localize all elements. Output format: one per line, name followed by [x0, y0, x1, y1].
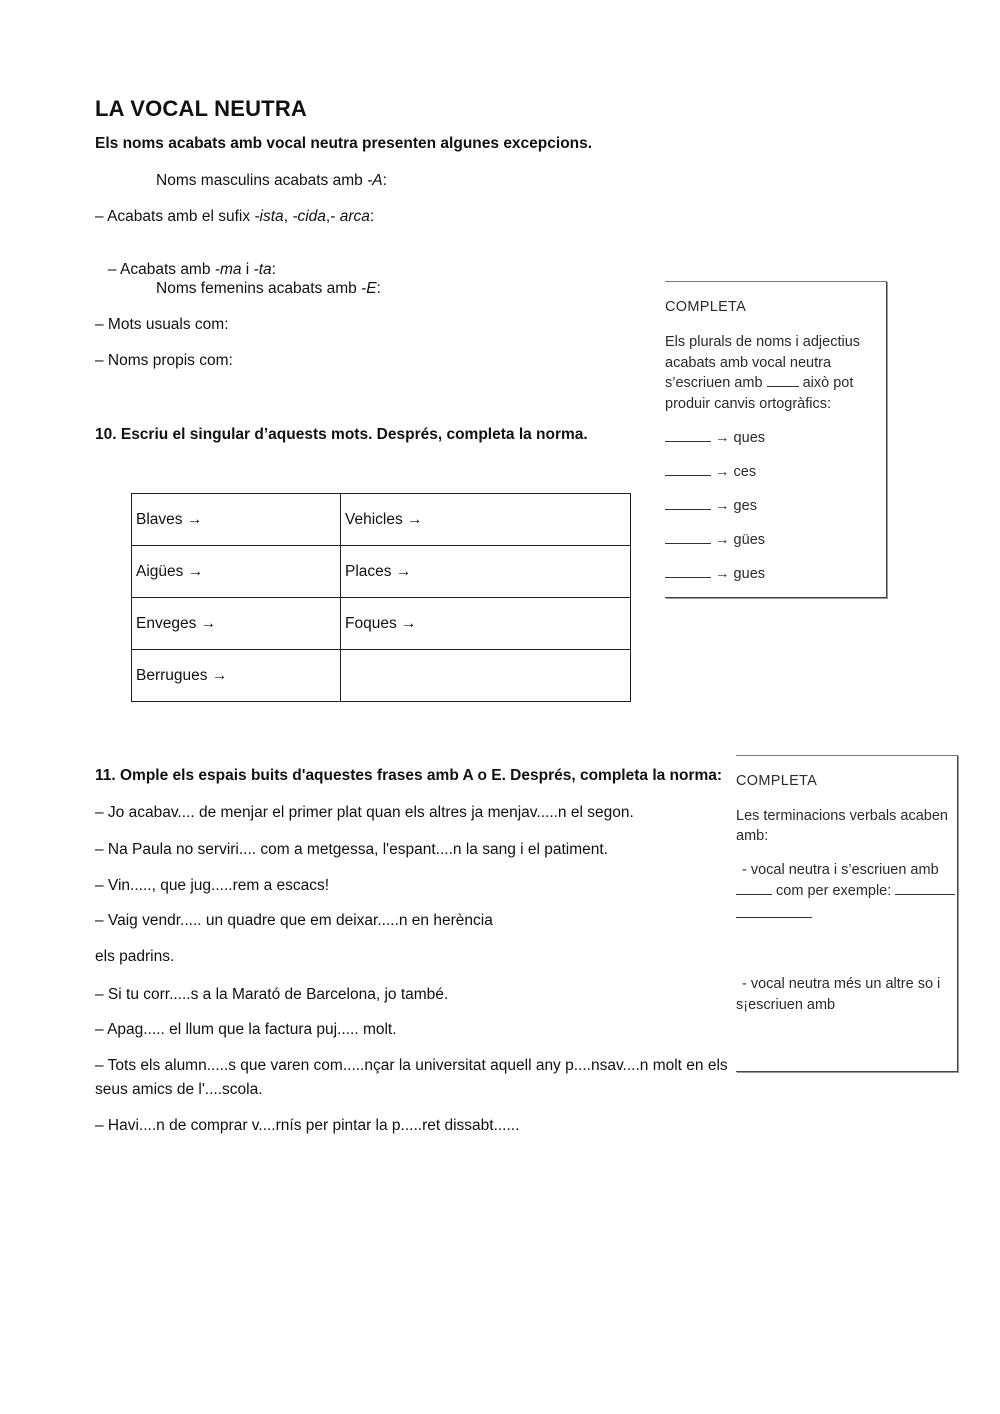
suffix-sep-2: ,-	[325, 208, 340, 225]
suffix-ista: -ista	[254, 208, 284, 225]
masc-letter: -A	[367, 172, 383, 189]
sentence-line: els padrins.	[95, 948, 175, 965]
fem-letter: -E	[361, 280, 377, 297]
blank-row	[736, 906, 812, 922]
ending-label: → gues	[715, 566, 766, 582]
completa-box-heading: COMPLETA	[665, 299, 747, 315]
ending-label: → ces	[715, 464, 757, 480]
ending-label: → ques	[715, 430, 766, 446]
sentence-line: – Vin....., que jug.....rem a escacs!	[95, 877, 330, 894]
mata-and: i	[241, 261, 254, 278]
ending-row	[665, 532, 765, 548]
blank-line	[895, 894, 955, 895]
ending-label: → ges	[715, 498, 757, 514]
ma-ta-line	[95, 243, 276, 279]
table-cell: Aigües →	[132, 546, 341, 598]
completa-box-text	[736, 883, 955, 899]
page-subtitle: Els noms acabats amb vocal neutra presenten algunes excepcions.	[95, 135, 593, 152]
blank-line	[665, 441, 711, 442]
completa-box-text: Els plurals de noms i adjectius	[665, 334, 861, 350]
noms-propis-line: – Noms propis com:	[95, 352, 233, 369]
blank-line	[665, 543, 711, 544]
masc-label: Noms masculins acabats amb	[156, 172, 368, 189]
blank-line	[665, 475, 711, 476]
mots-usuals-line: – Mots usuals com:	[95, 316, 229, 333]
fem-nouns-line	[156, 280, 381, 298]
sentence-line: – Vaig vendr..... un quadre que em deixar.....n en herència	[95, 912, 493, 929]
table-cell: Places →	[341, 546, 631, 598]
completa-box-text: Les terminacions verbals acaben	[736, 808, 948, 824]
completa-box-text-part: com per exemple:	[776, 883, 892, 899]
sentence-line: – Si tu corr.....s a la Marató de Barcelona, jo també.	[95, 986, 449, 1003]
masc-colon: :	[382, 172, 387, 189]
sentence-line: – Apag..... el llum que la factura puj..... molt.	[95, 1021, 397, 1038]
table-cell: Foques →	[341, 598, 631, 650]
completa-box-plurals	[665, 281, 887, 598]
completa-box-text	[665, 375, 853, 391]
fem-label: Noms femenins acabats amb	[156, 280, 362, 297]
table-cell: Berrugues →	[132, 650, 341, 702]
blank-line	[665, 577, 711, 578]
completa-box-text: acabats amb vocal neutra	[665, 355, 832, 371]
completa-box-text: - vocal neutra i s’escriuen amb	[742, 862, 939, 878]
suffix-a: – Acabats amb el sufix	[95, 208, 255, 225]
masc-nouns-line	[156, 172, 387, 190]
suffix-line	[95, 208, 374, 226]
completa-box-text: amb:	[736, 828, 769, 844]
completa-box-text: - vocal neutra més un altre so i	[742, 976, 941, 992]
suffix-arca: arca	[339, 208, 370, 225]
suffix-sep-1: ,	[283, 208, 293, 225]
mata-colon: :	[271, 261, 276, 278]
singular-table	[131, 493, 631, 702]
table-cell: Blaves →	[132, 494, 341, 546]
ending-row	[665, 566, 765, 582]
sentence-line: – Havi....n de comprar v....rnís per pintar la p.....ret dissabt......	[95, 1117, 520, 1134]
table-cell	[341, 650, 631, 702]
blank-line	[767, 386, 799, 387]
mata-ma: -ma	[214, 261, 242, 278]
exercise-10-heading: 10. Escriu el singular d’aquests mots. Després, completa la norma.	[95, 426, 588, 443]
exercise-11-heading: 11. Omple els espais buits d'aquestes frases amb A o E. Després, completa la norma:	[95, 767, 723, 784]
blank-line	[665, 509, 711, 510]
table-cell: Enveges →	[132, 598, 341, 650]
sentence-line: seus amics de l'....scola.	[95, 1081, 263, 1098]
sentence-line: – Tots els alumn.....s que varen com.....nçar la universitat aquell any p....nsav....n molt en els	[95, 1057, 728, 1074]
mata-a: – Acabats amb	[103, 261, 215, 278]
fem-colon: :	[376, 280, 381, 297]
completa-box-text-part: això pot	[798, 375, 854, 391]
sentence-line: – Na Paula no serviri.... com a metgessa, l'espant....n la sang i el patiment.	[95, 841, 608, 858]
ending-row	[665, 498, 757, 514]
completa-box-text: s¡escriuen amb	[736, 997, 836, 1013]
completa-box-text: produir canvis ortogràfics:	[665, 396, 832, 412]
table-row	[132, 598, 631, 650]
blank-line	[736, 894, 772, 895]
sentence-line: – Jo acabav.... de menjar el primer plat quan els altres ja menjav.....n el segon.	[95, 804, 634, 821]
table-row	[132, 650, 631, 702]
table-row	[132, 494, 631, 546]
ending-row	[665, 464, 756, 480]
page-title: LA VOCAL NEUTRA	[95, 96, 307, 121]
ending-label: → gües	[715, 532, 766, 548]
suffix-colon: :	[369, 208, 375, 225]
ending-row	[665, 430, 765, 446]
mata-ta: -ta	[253, 261, 272, 278]
completa-box-verbs	[736, 755, 958, 1072]
completa-box-heading: COMPLETA	[736, 773, 818, 789]
table-cell: Vehicles →	[341, 494, 631, 546]
table-row	[132, 546, 631, 598]
completa-box-text-part: s’escriuen amb	[665, 375, 767, 391]
blank-line	[736, 917, 812, 918]
suffix-cida: -cida	[292, 208, 326, 225]
